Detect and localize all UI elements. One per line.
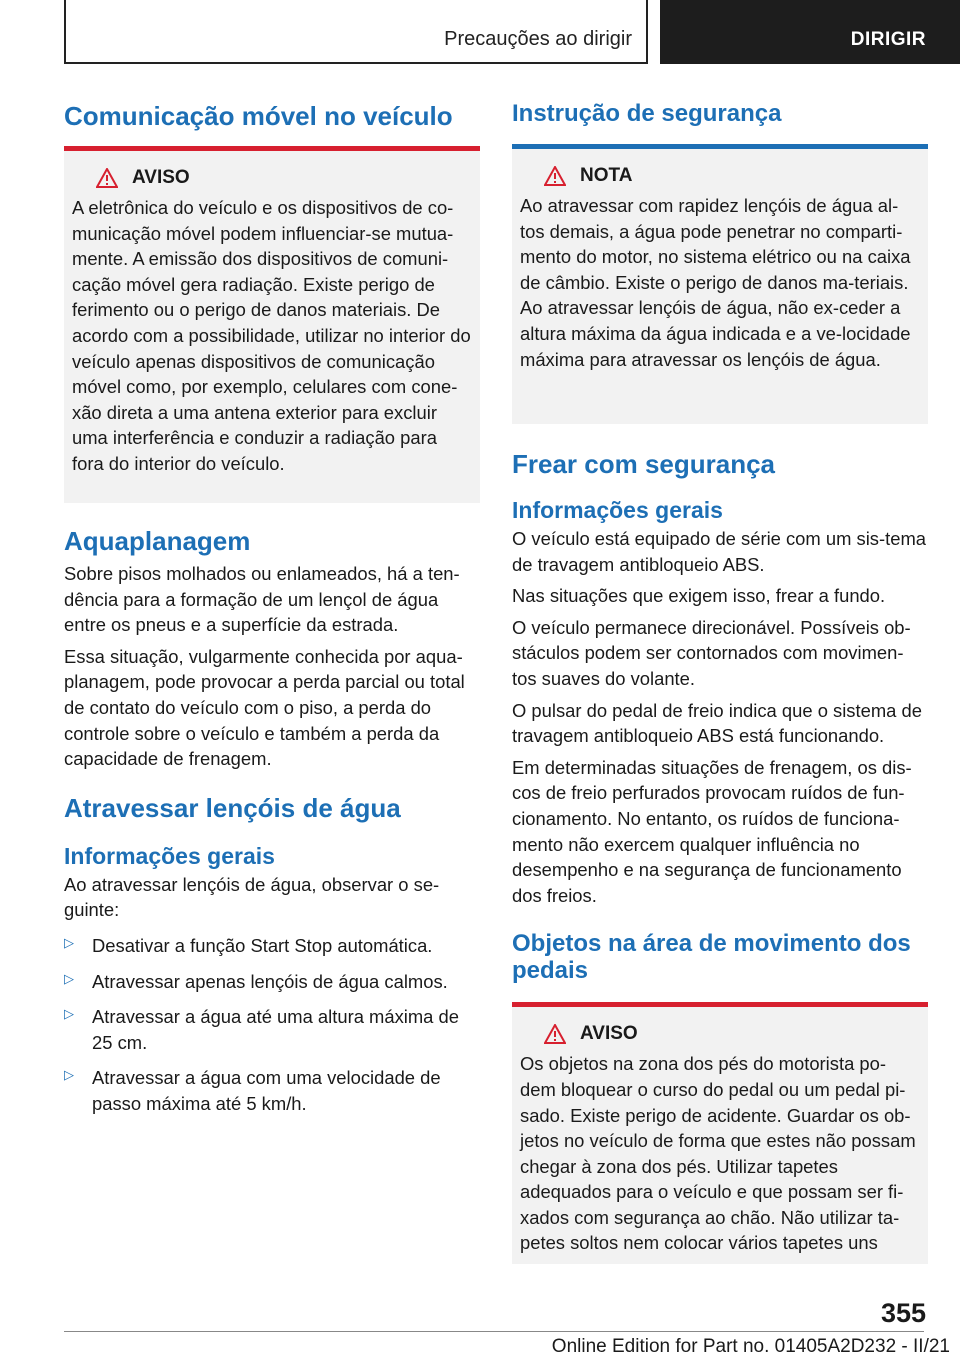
- footer-divider: [64, 1331, 924, 1332]
- heading-pedal-objects: Objetos na área de movimento dos pedais: [512, 930, 911, 985]
- list-item: ▷ Desativar a função Start Stop automática.: [64, 933, 480, 959]
- warning-title: [544, 1023, 920, 1045]
- triangle-bullet-icon: ▷: [64, 1006, 74, 1022]
- list-item: ▷ Atravessar apenas lençóis de água calmos.: [64, 969, 480, 995]
- header-section-box: [64, 0, 648, 64]
- chapter-tab: [660, 0, 960, 64]
- warning-triangle-icon: [544, 1024, 566, 1044]
- paragraph: Nas situações que exigem isso, frear a fundo.: [512, 585, 886, 607]
- paragraph: Ao atravessar lençóis de água, observar o se-guinte:: [64, 873, 440, 921]
- warning-triangle-icon: [544, 166, 566, 186]
- paragraph: O veículo permanece direcionável. Possíveis ob-stáculos podem ser contornados com movimen-tos suaves do volante.: [512, 616, 911, 689]
- triangle-bullet-icon: ▷: [64, 1067, 74, 1083]
- chapter-tab-label: DIRIGIR: [850, 29, 926, 50]
- paragraph: Em determinadas situações de frenagem, os dis-cos de freio perfurados provocam ruídos de fun-cionamento. No entanto, os ruídos de funciona-mento não exercem qualquer influência no desempenho e na segurança de funcionamento dos freios.: [512, 756, 912, 906]
- triangle-bullet-icon: ▷: [64, 934, 74, 950]
- warning-label: AVISO: [580, 1023, 638, 1045]
- subheading-general-info: Informações gerais: [64, 842, 275, 869]
- triangle-bullet-icon: ▷: [64, 970, 74, 986]
- paragraph: O pulsar do pedal de freio indica que o sistema de travagem antibloqueio ABS está funcionando.: [512, 699, 922, 747]
- paragraph: Sobre pisos molhados ou enlameados, há a ten-dência para a formação de um lençol de água entre os pneus e a superfície da estrada.: [64, 563, 460, 636]
- heading-aquaplaning: Aquaplanagem: [64, 526, 251, 556]
- note-label: NOTA: [580, 165, 633, 186]
- paragraph: Essa situação, vulgarmente conhecida por aqua-planagem, pode provocar a perda parcial ou total de contato do veículo com o piso, a perda do controle sobre o veículo e também a perda da capacidade de frenagem.: [64, 645, 465, 770]
- note-title: [544, 165, 920, 187]
- warning-triangle-icon: [96, 168, 118, 188]
- warning-label: AVISO: [132, 167, 190, 188]
- list-item: ▷ Atravessar a água até uma altura máxima de 25 cm.: [64, 1004, 480, 1055]
- note-box-water: [512, 144, 928, 424]
- footer-edition: Online Edition for Part no. 01405A2D232 - II/21: [551, 1336, 950, 1357]
- heading-safe-braking: Frear com segurança: [512, 449, 776, 479]
- warning-box-mobile: [64, 146, 480, 503]
- list-item: ▷ Atravessar a água com uma velocidade de passo máxima até 5 km/h.: [64, 1065, 480, 1116]
- heading-safety-instruction: Instrução de segurança: [512, 100, 782, 127]
- warning-text: A eletrônica do veículo e os dispositivos de co-municação móvel podem influenciar-se mutua-mente. A emissão dos dispositivos de comuni-cação móvel gera radiação. Existe perigo de ferimento ou o perigo de danos materiais. De acordo com a possibilidade, utilizar no interior do veículo apenas dispositivos de comunicação móvel como, por exemplo, celulares com cone-xão direta a uma antena exterior para excluir uma interferência e conduzir a radiação para fora do interior do veículo.: [72, 197, 471, 474]
- warning-text: Os objetos na zona dos pés do motorista po-dem bloquear o curso do pedal ou um pedal pi-sado. Existe perigo de acidente. Guardar os ob-jetos no veículo de forma que estes não possam chegar à zona dos pés. Utilizar tapetes adequados para o veículo e que possam ser fi-xados com segurança ao chão. Não utilizar ta-petes soltos nem colocar vários tapetes uns: [520, 1053, 916, 1254]
- heading-mobile-communication: Comunicação móvel no veículo: [64, 101, 453, 131]
- warning-title: [96, 167, 472, 189]
- heading-water-crossing: Atravessar lençóis de água: [64, 792, 401, 823]
- header-section-title: Precauções ao dirigir: [444, 28, 632, 50]
- page-number: 355: [880, 1298, 926, 1328]
- right-column: [512, 100, 928, 1264]
- left-column: [64, 100, 480, 1117]
- warning-box-pedals: [512, 1002, 928, 1264]
- subheading-general-info: Informações gerais: [512, 497, 723, 523]
- note-text: Ao atravessar com rapidez lençóis de água al-tos demais, a água pode penetrar no comparti-mento do motor, no sistema elétrico ou na caixa de câmbio. Existe o perigo de danos ma-teriais. Ao atravessar lençóis de água, não ex-ceder a altura máxima da água indicada e a ve-locidade máxima para atravessar os lençóis de água.: [520, 195, 911, 370]
- paragraph: O veículo está equipado de série com um sis-tema de travagem antibloqueio ABS.: [512, 528, 926, 575]
